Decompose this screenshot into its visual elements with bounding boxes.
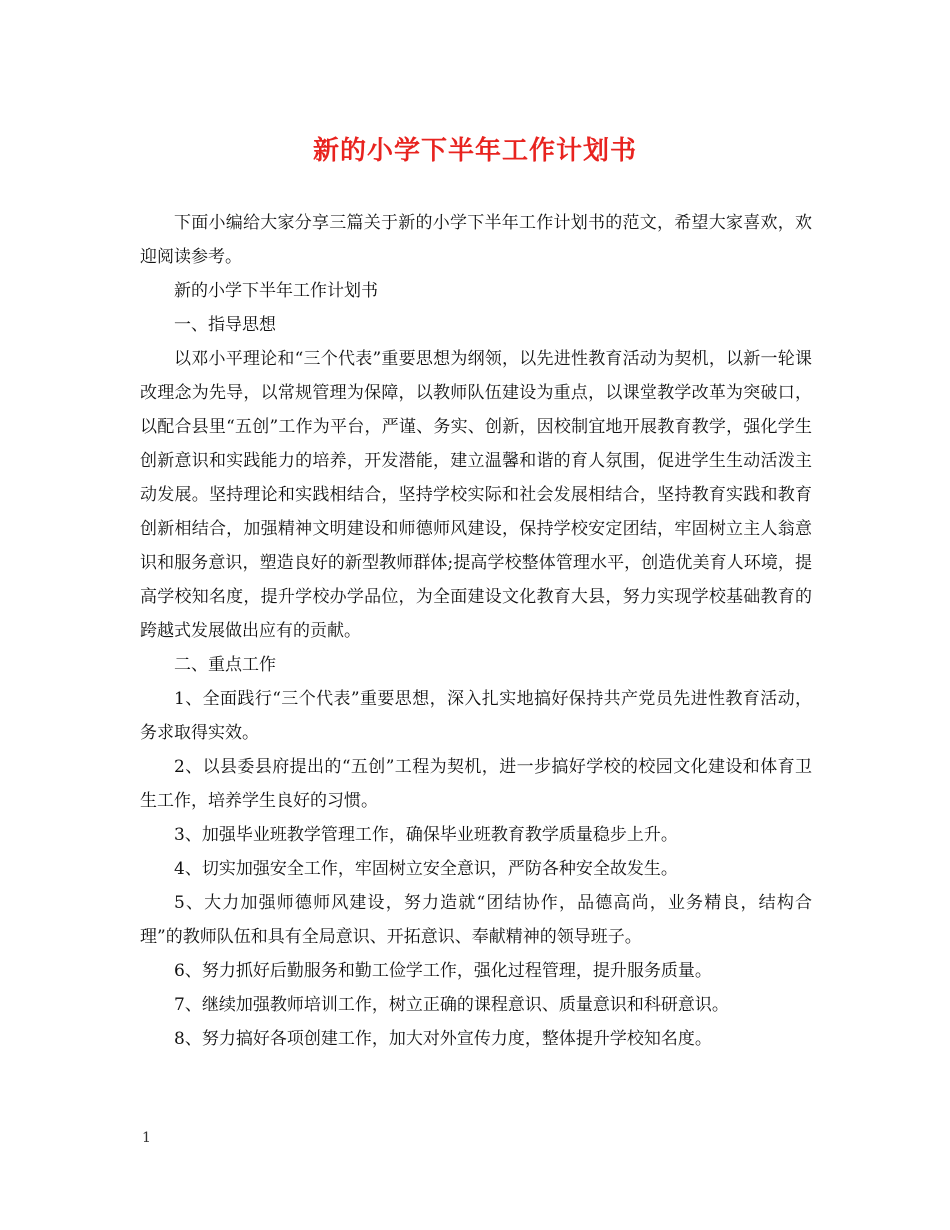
- key-work-item-7: 7、继续加强教师培训工作，树立正确的课程意识、质量意识和科研意识。: [174, 995, 729, 1015]
- section-heading-key-work: 二、重点工作: [174, 655, 276, 675]
- section-heading-guiding-ideology: 一、指导思想: [174, 315, 276, 335]
- key-work-item-5: 5、大力加强师德师风建设，努力造就“团结协作，品德高尚，业务精良，结构合理”的教师队伍和具有全局意识、开拓意识、奉献精神的领导班子。: [140, 893, 812, 947]
- subtitle-paragraph: 新的小学下半年工作计划书: [174, 281, 378, 301]
- guiding-ideology-paragraph: 以邓小平理论和“三个代表”重要思想为纲领，以先进性教育活动为契机，以新一轮课改理念为先导，以常规管理为保障，以教师队伍建设为重点，以课堂教学改革为突破口，以配合县里“五创”工作为平台，严谨、务实、创新，因校制宜地开展教育教学，强化学生创新意识和实践能力的培养，开发潜能，建立温馨和谐的育人氛围，促进学生生动活泼主动发展。坚持理论和实践相结合，坚持学校实际和社会发展相结合，坚持教育实践和教育创新相结合，加强精神文明建设和师德师风建设，保持学校安定团结，牢固树立主人翁意识和服务意识，塑造良好的新型教师群体;提高学校整体管理水平，创造优美育人环境，提高学校知名度，提升学校办学品位，为全面建设文化教育大县，努力实现学校基础教育的跨越式发展做出应有的贡献。: [140, 349, 812, 641]
- document-body: [140, 206, 812, 1056]
- key-work-item-2: 2、以县委县府提出的“五创”工程为契机，进一步搞好学校的校园文化建设和体育卫生工作，培养学生良好的习惯。: [140, 757, 812, 811]
- intro-paragraph: 下面小编给大家分享三篇关于新的小学下半年工作计划书的范文，希望大家喜欢，欢迎阅读参考。: [140, 213, 812, 267]
- key-work-item-4: 4、切实加强安全工作，牢固树立安全意识，严防各种安全故发生。: [174, 859, 678, 879]
- document-title: 新的小学下半年工作计划书: [312, 136, 637, 166]
- page-number: 1: [142, 1130, 151, 1146]
- key-work-item-8: 8、努力搞好各项创建工作，加大对外宣传力度，整体提升学校知名度。: [174, 1029, 712, 1049]
- key-work-item-3: 3、加强毕业班教学管理工作，确保毕业班教育教学质量稳步上升。: [174, 825, 678, 845]
- key-work-item-1: 1、全面践行“三个代表”重要思想，深入扎实地搞好保持共产党员先进性教育活动，务求取得实效。: [140, 689, 812, 743]
- key-work-item-6: 6、努力抓好后勤服务和勤工俭学工作，强化过程管理，提升服务质量。: [174, 961, 712, 981]
